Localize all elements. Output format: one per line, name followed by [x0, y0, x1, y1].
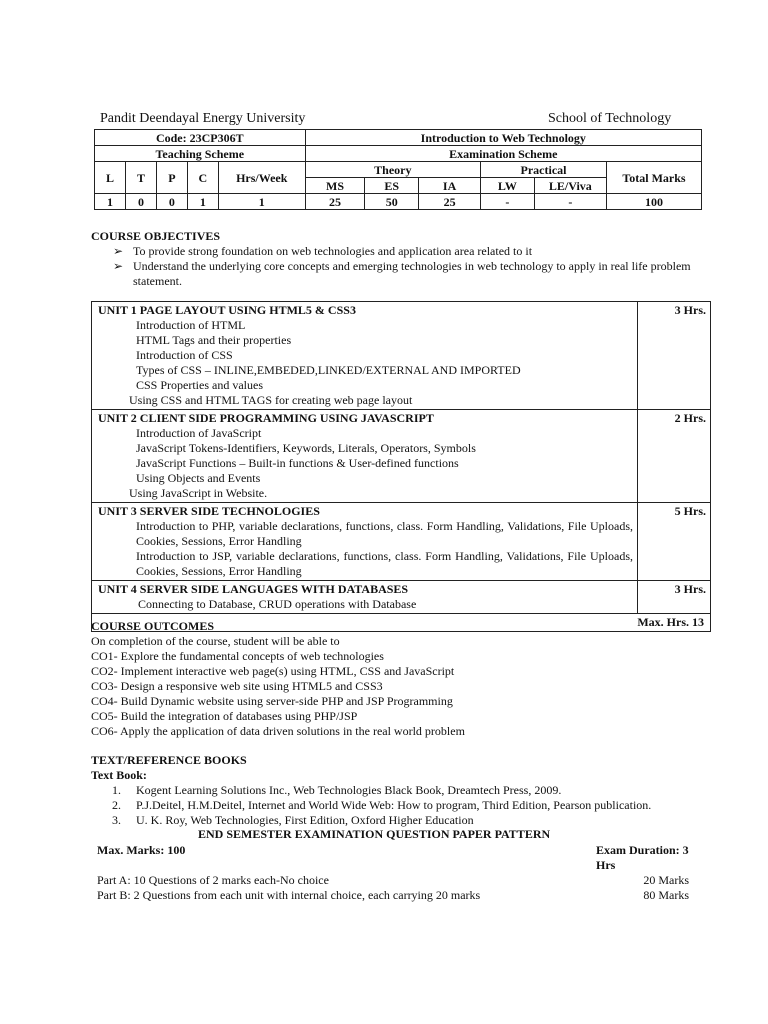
col-ia: IA: [419, 178, 481, 194]
university-name: Pandit Deendayal Energy University: [100, 111, 306, 126]
col-lw: LW: [481, 178, 535, 194]
unit-topic: Introduction of JavaScript: [136, 426, 262, 440]
val-ia: 25: [419, 194, 481, 210]
val-ms: 25: [305, 194, 365, 210]
objective-item: ➢ Understand the underlying core concepts and emerging technologies in web technology to apply in real life problem statement.: [113, 259, 691, 288]
col-practical: Practical: [481, 162, 607, 178]
objectives-list: [113, 244, 693, 289]
val-le-viva: -: [534, 194, 606, 210]
unit-hours: 2 Hrs.: [638, 410, 711, 503]
unit-topic: Introduction of HTML: [136, 318, 246, 332]
book-list: [112, 783, 651, 828]
units-table: [91, 301, 711, 632]
unit-hours: 3 Hrs.: [638, 581, 711, 614]
unit-row: [92, 503, 711, 581]
val-total: 100: [606, 194, 701, 210]
outcome-item: CO2- Implement interactive web page(s) using HTML, CSS and JavaScript: [91, 664, 455, 678]
exam-part-row: Part B: 2 Questions from each unit with internal choice, each carrying 20 marks 80 Marks: [97, 888, 689, 902]
unit-hours: 3 Hrs.: [638, 302, 711, 410]
exam-duration: Exam Duration: 3 Hrs: [596, 843, 689, 872]
unit-topic: Connecting to Database, CRUD operations with Database: [138, 597, 417, 611]
objective-item: ➢ To provide strong foundation on web technologies and application area related to it: [113, 244, 533, 258]
course-title: Introduction to Web Technology: [305, 130, 701, 146]
exam-parts: [97, 873, 689, 903]
books-section: [91, 753, 247, 783]
outcome-item: CO3- Design a responsive web site using HTML5 and CSS3: [91, 679, 383, 693]
col-l: L: [95, 162, 126, 194]
unit-row: [92, 410, 711, 503]
col-le-viva: LE/Viva: [534, 178, 606, 194]
outcomes-heading: COURSE OUTCOMES: [91, 619, 215, 633]
col-c: C: [187, 162, 218, 194]
unit-row: [92, 581, 711, 614]
val-es: 50: [365, 194, 419, 210]
teaching-scheme-label: Teaching Scheme: [95, 146, 306, 162]
unit-topic: Using JavaScript in Website.: [129, 486, 268, 500]
col-es: ES: [365, 178, 419, 194]
exam-part-row: Part A: 10 Questions of 2 marks each-No choice 20 Marks: [97, 873, 689, 887]
unit-topic: HTML Tags and their properties: [136, 333, 292, 347]
unit-topic: Introduction of CSS: [136, 348, 233, 362]
col-t: T: [125, 162, 156, 194]
val-lw: -: [481, 194, 535, 210]
unit-hours: 5 Hrs.: [638, 503, 711, 581]
col-hrs-week: Hrs/Week: [218, 162, 305, 194]
unit-row: [92, 302, 711, 410]
unit-topic: Using Objects and Events: [136, 471, 261, 485]
val-c: 1: [187, 194, 218, 210]
book-item: 2. P.J.Deitel, H.M.Deitel, Internet and World Wide Web: How to program, Third Edition, Pearson publication.: [112, 798, 652, 812]
col-p: P: [156, 162, 187, 194]
objectives-heading: COURSE OBJECTIVES: [91, 229, 221, 243]
unit-title: UNIT 2 CLIENT SIDE PROGRAMMING USING JAVASCRIPT: [98, 411, 434, 425]
exam-max-marks: Max. Marks: 100: [97, 843, 186, 857]
unit-topic: Using CSS and HTML TAGS for creating web page layout: [129, 393, 413, 407]
unit-title: UNIT 4 SERVER SIDE LANGUAGES WITH DATABASES: [98, 582, 409, 596]
outcomes-intro: On completion of the course, student will be able to: [91, 634, 340, 648]
exam-heading: END SEMESTER EXAMINATION QUESTION PAPER PATTERN: [198, 827, 551, 841]
book-item: 1. Kogent Learning Solutions Inc., Web Technologies Black Book, Dreamtech Press, 2009.: [112, 783, 562, 797]
unit-title: UNIT 3 SERVER SIDE TECHNOLOGIES: [98, 504, 320, 518]
col-ms: MS: [305, 178, 365, 194]
val-hrs-week: 1: [218, 194, 305, 210]
unit-title: UNIT 1 PAGE LAYOUT USING HTML5 & CSS3: [98, 303, 356, 317]
arrow-bullet-icon: ➢: [113, 244, 124, 258]
school-name: School of Technology: [548, 111, 672, 126]
unit-topic: JavaScript Tokens-Identifiers, Keywords, Literals, Operators, Symbols: [136, 441, 476, 455]
books-heading: TEXT/REFERENCE BOOKS: [91, 753, 247, 767]
outcomes-section: [91, 619, 465, 739]
course-code: Code: 23CP306T: [95, 130, 306, 146]
book-item: 3. U. K. Roy, Web Technologies, First Edition, Oxford Higher Education: [112, 813, 474, 827]
outcome-item: CO6- Apply the application of data driven solutions in the real world problem: [91, 724, 465, 738]
unit-topic: Types of CSS – INLINE,EMBEDED,LINKED/EXTERNAL AND IMPORTED: [136, 363, 521, 377]
col-theory: Theory: [305, 162, 480, 178]
outcome-item: CO5- Build the integration of databases using PHP/JSP: [91, 709, 358, 723]
outcome-item: CO4- Build Dynamic website using server-side PHP and JSP Programming: [91, 694, 453, 708]
outcome-item: CO1- Explore the fundamental concepts of web technologies: [91, 649, 384, 663]
text-book-label: Text Book:: [91, 768, 147, 782]
val-p: 0: [156, 194, 187, 210]
unit-topic: Introduction to JSP, variable declarations, functions, class. Form Handling, Validations, File Uploads, Cookies, Sessions, Error Handling: [136, 549, 633, 578]
max-hours: Max. Hrs. 13: [92, 614, 711, 632]
exam-scheme-label: Examination Scheme: [305, 146, 701, 162]
unit-topic: CSS Properties and values: [136, 378, 263, 392]
val-t: 0: [125, 194, 156, 210]
arrow-bullet-icon: ➢: [113, 259, 124, 273]
col-total-marks: Total Marks: [606, 162, 701, 194]
val-l: 1: [95, 194, 126, 210]
unit-topic: JavaScript Functions – Built-in functions & User-defined functions: [136, 456, 459, 470]
scheme-table: [94, 129, 702, 210]
unit-topic: Introduction to PHP, variable declarations, functions, class. Form Handling, Validations, File Uploads, Cookies, Sessions, Error Handling: [136, 519, 633, 548]
